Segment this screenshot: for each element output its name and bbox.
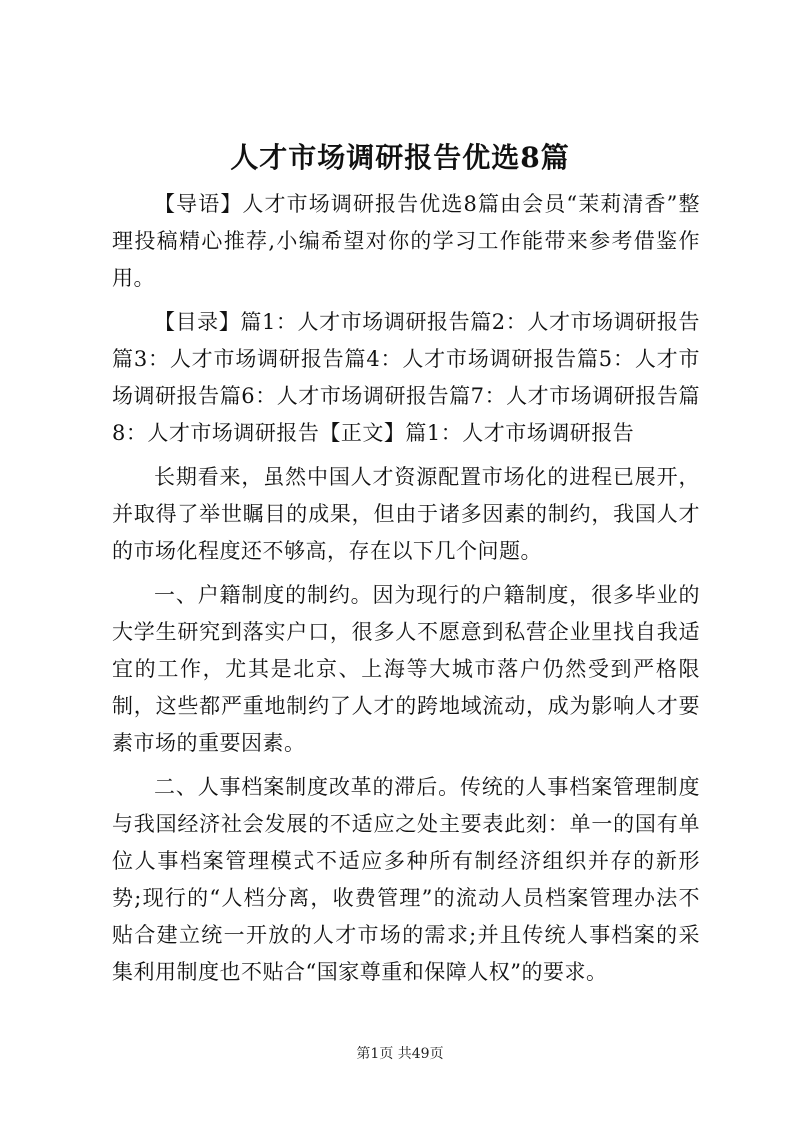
body-paragraph-3: 二、人事档案制度改革的滞后。传统的人事档案管理制度与我国经济社会发展的不适应之处主要表此刻：单一的国有单位人事档案管理模式不适应多种所有制经济组织并存的新形势;现行的“人档分离，收费管理”的流动人员档案管理办法不贴合建立统一开放的人才市场的需求;并且传统人事档案的采集利用制度也不贴合“国家尊重和保障人权”的要求。 [112, 775, 700, 984]
table-of-contents-paragraph: 【目录】篇1：人才市场调研报告篇2：人才市场调研报告篇3：人才市场调研报告篇4：人才市场调研报告篇5：人才市场调研报告篇6：人才市场调研报告篇7：人才市场调研报告篇8：人才市场调研报告【正文】篇1：人才市场调研报告 [112, 310, 700, 445]
document-body [112, 186, 700, 991]
body-paragraph-2: 一、户籍制度的制约。因为现行的户籍制度，很多毕业的大学生研究到落实户口，很多人不愿意到私营企业里找自我适宜的工作，尤其是北京、上海等大城市落户仍然受到严格限制，这些都严重地制约了人才的跨地域流动，成为影响人才要素市场的重要因素。 [112, 583, 700, 755]
document-title: 人才市场调研报告优选8篇 [230, 141, 570, 174]
intro-paragraph: 【导语】人才市场调研报告优选8篇由会员“茉莉清香”整理投稿精心推荐,小编希望对你的学习工作能带来参考借鉴作用。 [112, 192, 700, 290]
body-paragraph-1: 长期看来，虽然中国人才资源配置市场化的进程已展开，并取得了举世瞩目的成果，但由于诸多因素的制约，我国人才的市场化程度还不够高，存在以下几个问题。 [112, 465, 700, 563]
page-number-footer: 第1页 共49页 [356, 1046, 444, 1062]
